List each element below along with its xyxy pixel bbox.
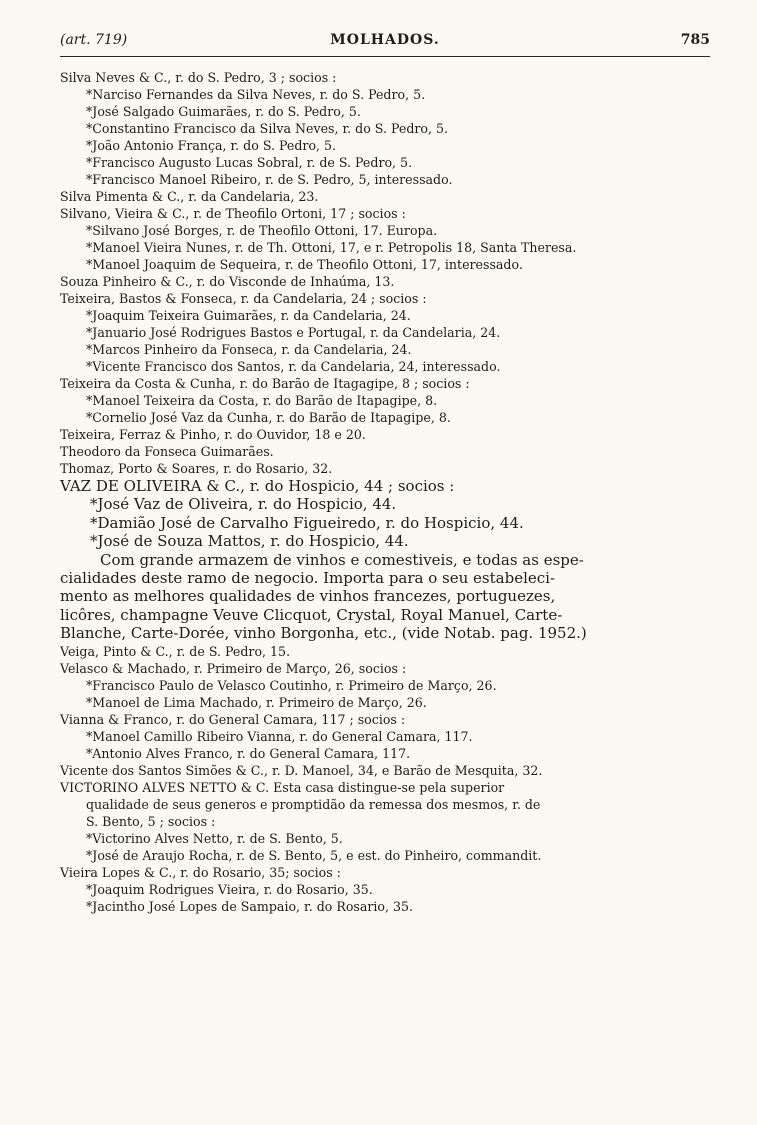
partner-entry: qualidade de seus generos e promptidão da remessa dos mesmos, r. de xyxy=(86,796,541,812)
description-line: Com grande armazem de vinhos e comestiveis, e todas as espe- xyxy=(100,550,584,569)
page-header xyxy=(60,26,710,57)
firm-entry: Veiga, Pinto & C., r. de S. Pedro, 15. xyxy=(60,643,291,659)
firm-entry: Silvano, Vieira & C., r. de Theofilo Ortoni, 17 ; socios : xyxy=(60,206,406,221)
partner-entry: *Francisco Paulo de Velasco Coutinho, r. Primeiro de Março, 26. xyxy=(86,677,497,693)
partner-entry: *Januario José Rodrigues Bastos e Portugal, r. da Candelaria, 24. xyxy=(86,325,501,340)
article-reference: (art. 719) xyxy=(60,32,128,48)
partner-entry: *Antonio Alves Franco, r. do General Camara, 117. xyxy=(86,745,411,761)
partner-entry: *Francisco Manoel Ribeiro, r. de S. Pedro, 5, interessado. xyxy=(86,172,453,187)
partner-entry: *João Antonio França, r. do S. Pedro, 5. xyxy=(86,138,337,153)
partner-entry: *Manoel Joaquim de Sequeira, r. de Theofilo Ottoni, 17, interessado. xyxy=(86,257,523,272)
partner-entry: *José de Souza Mattos, r. do Hospicio, 44. xyxy=(90,532,409,551)
description-line: Blanche, Carte-Dorée, vinho Borgonha, etc., (vide Notab. pag. 1952.) xyxy=(60,624,587,643)
firm-entry: Teixeira da Costa & Cunha, r. do Barão de Itagagipe, 8 ; socios : xyxy=(60,376,470,391)
directory-entries xyxy=(60,69,710,915)
partner-entry: *Victorino Alves Netto, r. de S. Bento, 5. xyxy=(86,830,343,846)
partner-entry: *Silvano José Borges, r. de Theofilo Ottoni, 17. Europa. xyxy=(86,223,438,238)
partner-entry: *Joaquim Teixeira Guimarães, r. da Candelaria, 24. xyxy=(86,308,411,323)
partner-entry: *Narciso Fernandes da Silva Neves, r. do S. Pedro, 5. xyxy=(86,87,426,102)
partner-entry: *Francisco Augusto Lucas Sobral, r. de S. Pedro, 5. xyxy=(86,155,413,170)
firm-entry: VAZ DE OLIVEIRA & C., r. do Hospicio, 44 ; socios : xyxy=(60,477,455,495)
firm-entry: Velasco & Machado, r. Primeiro de Março, 26, socios : xyxy=(60,660,407,676)
partner-entry: *Damião José de Carvalho Figueiredo, r. do Hospicio, 44. xyxy=(90,513,524,532)
partner-entry: *Vicente Francisco dos Santos, r. da Candelaria, 24, interessado. xyxy=(86,359,501,374)
section-title: MOLHADOS. xyxy=(330,32,440,48)
firm-entry: Vieira Lopes & C., r. do Rosario, 35; socios : xyxy=(60,864,341,880)
partner-entry: *Manoel Vieira Nunes, r. de Th. Ottoni, 17, e r. Petropolis 18, Santa Theresa. xyxy=(86,240,577,255)
firm-entry: VICTORINO ALVES NETTO & C. Esta casa distingue-se pela superior xyxy=(60,779,505,795)
description-line: cialidades deste ramo de negocio. Importa para o seu estabeleci- xyxy=(60,568,556,587)
partner-entry: *Cornelio José Vaz da Cunha, r. do Barão de Itapagipe, 8. xyxy=(86,410,451,425)
firm-entry: Souza Pinheiro & C., r. do Visconde de Inhaúma, 13. xyxy=(60,274,395,289)
partner-entry: *Jacintho José Lopes de Sampaio, r. do Rosario, 35. xyxy=(86,898,414,914)
partner-entry: *José de Araujo Rocha, r. de S. Bento, 5, e est. do Pinheiro, commandit. xyxy=(86,847,542,863)
firm-entry: Vianna & Franco, r. do General Camara, 117 ; socios : xyxy=(60,711,406,727)
partner-entry: *Constantino Francisco da Silva Neves, r. do S. Pedro, 5. xyxy=(86,121,449,136)
firm-entry: Silva Pimenta & C., r. da Candelaria, 23. xyxy=(60,189,319,204)
firm-entry: Teixeira, Bastos & Fonseca, r. da Candelaria, 24 ; socios : xyxy=(60,291,427,306)
description-line: mento as melhores qualidades de vinhos francezes, portuguezes, xyxy=(60,587,556,606)
firm-entry: Silva Neves & C., r. do S. Pedro, 3 ; socios : xyxy=(60,70,337,85)
partner-entry: *José Vaz de Oliveira, r. do Hospicio, 44. xyxy=(90,495,397,514)
firm-entry: Thomaz, Porto & Soares, r. do Rosario, 32. xyxy=(60,461,333,476)
partner-entry: *Manoel Camillo Ribeiro Vianna, r. do General Camara, 117. xyxy=(86,728,473,744)
firm-entry: Theodoro da Fonseca Guimarães. xyxy=(60,444,274,459)
page-number: 785 xyxy=(680,32,710,48)
firm-entry: Vicente dos Santos Simões & C., r. D. Manoel, 34, e Barão de Mesquita, 32. xyxy=(60,762,543,778)
partner-entry: *Manoel Teixeira da Costa, r. do Barão de Itapagipe, 8. xyxy=(86,393,438,408)
partner-entry: S. Bento, 5 ; socios : xyxy=(86,813,216,829)
description-line: licôres, champagne Veuve Clicquot, Crystal, Royal Manuel, Carte- xyxy=(60,605,563,624)
partner-entry: *Manoel de Lima Machado, r. Primeiro de Março, 26. xyxy=(86,694,427,710)
partner-entry: *José Salgado Guimarães, r. do S. Pedro, 5. xyxy=(86,104,361,119)
partner-entry: *Joaquim Rodrigues Vieira, r. do Rosario, 35. xyxy=(86,881,373,897)
directory-page xyxy=(60,26,710,915)
firm-entry: Teixeira, Ferraz & Pinho, r. do Ouvidor, 18 e 20. xyxy=(60,427,366,442)
partner-entry: *Marcos Pinheiro da Fonseca, r. da Candelaria, 24. xyxy=(86,342,412,357)
